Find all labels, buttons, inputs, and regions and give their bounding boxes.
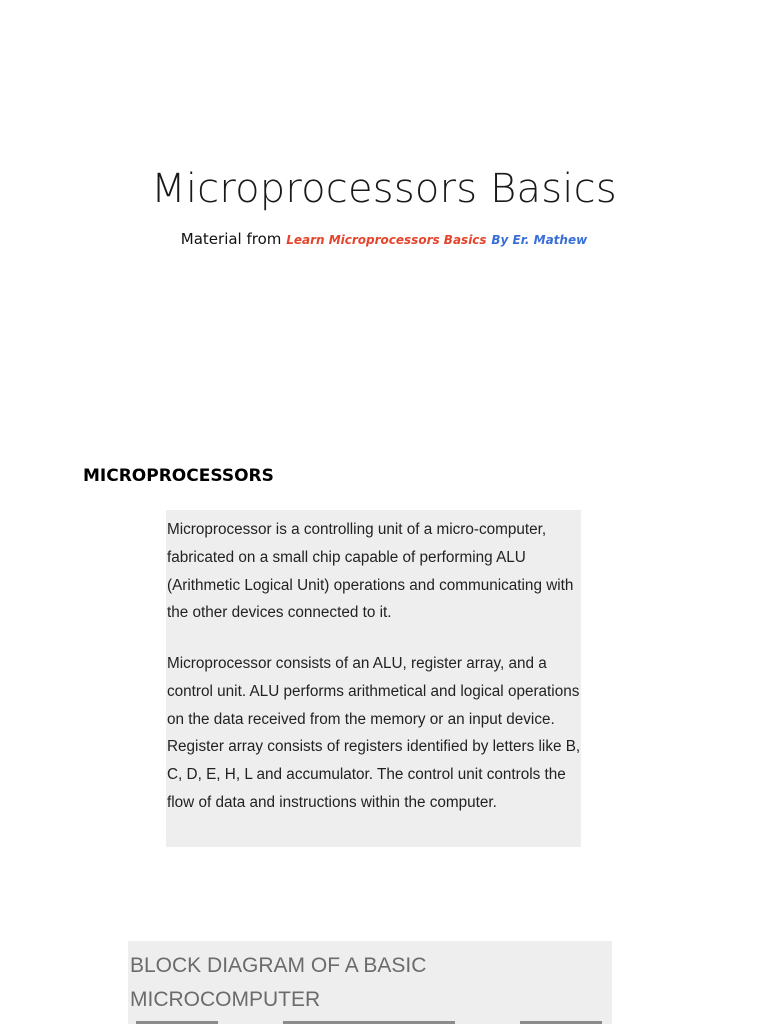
subtitle-prefix: Material from (180, 230, 282, 248)
components-paragraph: Microprocessor consists of an ALU, register array, and a control unit. ALU performs arithmetical and logical operations on the data received from the memory or an input device. Register array consists of registers identified by letters like B, C, D, E, H, L and accumulator. The control unit controls the flow of data and instructions within the computer. (167, 655, 581, 811)
author-link[interactable]: By Er. Mathew (491, 233, 588, 247)
page-title: Microprocessors Basics (151, 166, 617, 212)
definition-paragraph: Microprocessor is a controlling unit of a micro-computer, fabricated on a small chip capable of performing ALU (Arithmetic Logical Unit) operations and communicating with the other devices connected to it. (167, 521, 574, 622)
section-heading: MICROPROCESSORS (83, 466, 274, 486)
book-title-link[interactable]: Learn Microprocessors Basics (286, 233, 487, 247)
definition-text-panel (166, 510, 581, 847)
subtitle (0, 230, 768, 248)
block-diagram-heading: BLOCK DIAGRAM OF A BASIC MICROCOMPUTER (130, 954, 427, 1011)
block-diagram-panel (128, 941, 612, 1024)
